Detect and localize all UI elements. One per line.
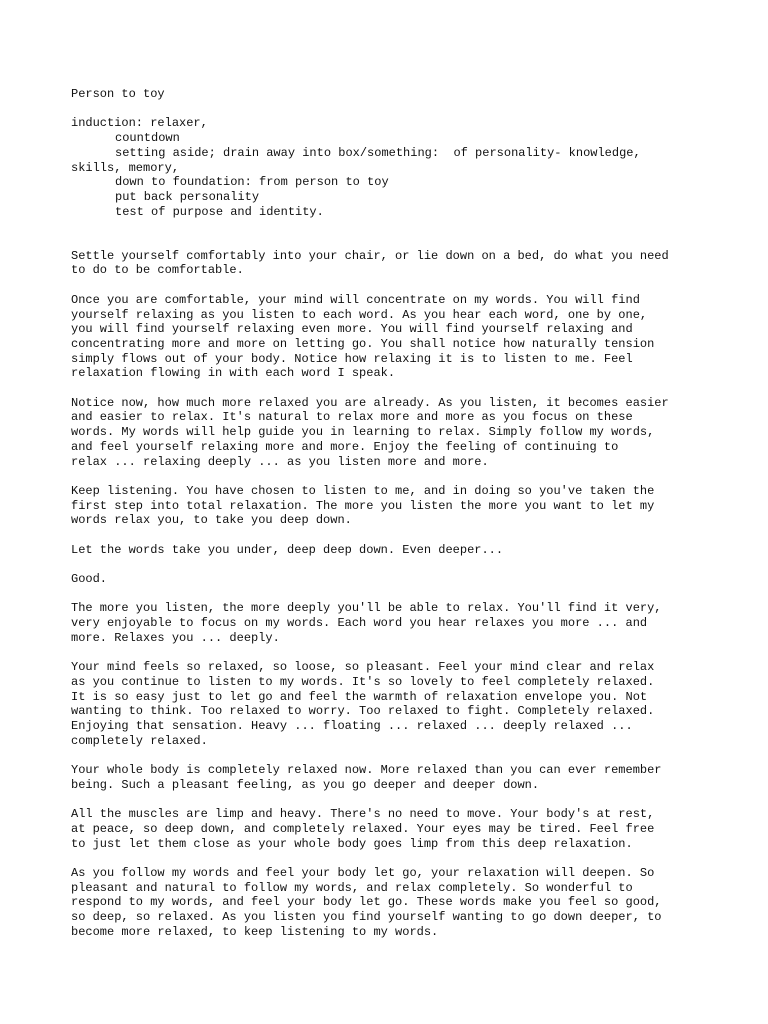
paragraph-line: being. Such a pleasant feeling, as you go deeper and deeper down.: [71, 777, 540, 792]
paragraph: [71, 293, 711, 381]
paragraph-line: as you continue to listen to my words. It's so lovely to feel completely relaxed.: [71, 674, 655, 689]
paragraph-line: so deep, so relaxed. As you listen you find yourself wanting to go down deeper, to: [71, 910, 662, 925]
outline-heading: induction: relaxer,: [71, 116, 208, 131]
paragraph-line: you will find yourself relaxing even more. You will find yourself relaxing and: [71, 322, 633, 337]
paragraph-line: more. Relaxes you ... deeply.: [71, 630, 280, 645]
paragraph-line: Your mind feels so relaxed, so loose, so pleasant. Feel your mind clear and relax: [71, 660, 655, 675]
paragraph-line: concentrating more and more on letting go. You shall notice how naturally tension: [71, 336, 655, 351]
paragraph-line: very enjoyable to focus on my words. Each word you hear relaxes you more ... and: [71, 616, 648, 631]
paragraph: [71, 543, 711, 558]
paragraph-line: As you follow my words and feel your body let go, your relaxation will deepen. So: [71, 866, 655, 881]
paragraph-line: The more you listen, the more deeply you'll be able to relax. You'll find it very,: [71, 601, 662, 616]
paragraph: [71, 763, 711, 792]
outline-item: countdown: [115, 131, 180, 146]
paragraph-line: first step into total relaxation. The more you listen the more you want to let my: [71, 498, 655, 513]
paragraph-line: relax ... relaxing deeply ... as you listen more and more.: [71, 454, 489, 469]
document-title: Person to toy: [71, 87, 165, 101]
paragraph-line: Good.: [71, 572, 108, 587]
paragraph-line: to do to be comfortable.: [71, 263, 244, 278]
paragraph-line: pleasant and natural to follow my words, and relax completely. So wonderful to: [71, 880, 633, 895]
paragraph-line: and feel yourself relaxing more and more. Enjoy the feeling of continuing to: [71, 439, 619, 454]
paragraph-line: relaxation flowing in with each word I speak.: [71, 366, 396, 381]
paragraph: [71, 807, 711, 851]
paragraph-line: words relax you, to take you deep down.: [71, 513, 352, 528]
paragraph-line: yourself relaxing as you listen to each word. As you hear each word, one by one,: [71, 307, 648, 322]
paragraph: [71, 601, 711, 645]
paragraph-line: wanting to think. Too relaxed to worry. Too relaxed to fight. Completely relaxed.: [71, 704, 655, 719]
paragraph-line: Once you are comfortable, your mind will concentrate on my words. You will find: [71, 292, 640, 307]
spacer: [71, 219, 711, 248]
document-page: [71, 87, 711, 954]
paragraph-line: become more relaxed, to keep listening to my words.: [71, 924, 439, 939]
paragraph-line: Settle yourself comfortably into your chair, or lie down on a bed, do what you need: [71, 248, 669, 263]
paragraph-line: and easier to relax. It's natural to relax more and more as you focus on these: [71, 410, 633, 425]
paragraph-line: Let the words take you under, deep deep down. Even deeper...: [71, 542, 504, 557]
paragraph-line: simply flows out of your body. Notice how relaxing it is to listen to me. Feel: [71, 351, 633, 366]
paragraph-line: words. My words will help guide you in learning to relax. Simply follow my words,: [71, 425, 655, 440]
paragraph-line: respond to my words, and feel your body let go. These words make you feel so good,: [71, 895, 662, 910]
outline: [71, 116, 711, 219]
spacer: [71, 102, 711, 117]
paragraph-line: Notice now, how much more relaxed you are already. As you listen, it becomes easier: [71, 395, 669, 410]
paragraph: [71, 572, 711, 587]
outline-item: put back personality: [115, 189, 260, 204]
outline-item: setting aside; drain away into box/something: of personality- knowledge,: [115, 145, 641, 160]
outline-item: test of purpose and identity.: [115, 204, 324, 219]
paragraph: [71, 396, 711, 470]
paragraph-line: Keep listening. You have chosen to listen to me, and in doing so you've taken the: [71, 483, 655, 498]
paragraph: [71, 660, 711, 748]
paragraph: [71, 866, 711, 940]
paragraph: [71, 484, 711, 528]
paragraph-line: All the muscles are limp and heavy. There's no need to move. Your body's at rest,: [71, 807, 655, 822]
paragraph-line: It is so easy just to let go and feel the warmth of relaxation envelope you. Not: [71, 689, 648, 704]
body-text: [71, 249, 711, 940]
outline-item: down to foundation: from person to toy: [115, 175, 389, 190]
paragraph-line: to just let them close as your whole body goes limp from this deep relaxation.: [71, 836, 633, 851]
outline-item-continuation: skills, memory,: [71, 160, 180, 175]
paragraph-line: Enjoying that sensation. Heavy ... floating ... relaxed ... deeply relaxed ...: [71, 719, 633, 734]
paragraph-line: completely relaxed.: [71, 733, 208, 748]
paragraph-line: Your whole body is completely relaxed now. More relaxed than you can ever remember: [71, 763, 662, 778]
paragraph: [71, 249, 711, 278]
paragraph-line: at peace, so deep down, and completely relaxed. Your eyes may be tired. Feel free: [71, 821, 655, 836]
